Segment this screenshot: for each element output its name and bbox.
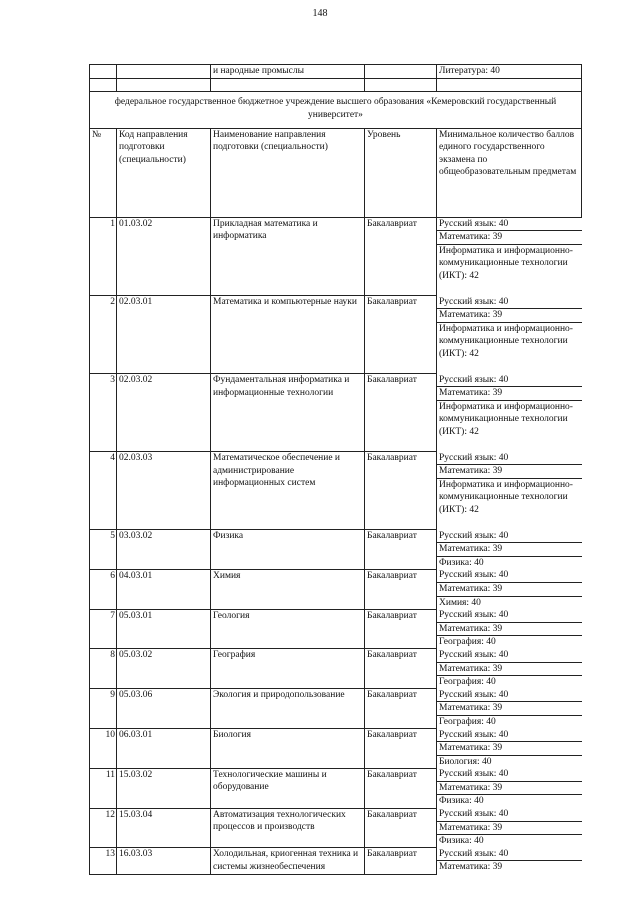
- row-name: Биология: [211, 729, 365, 769]
- admission-table: [89, 64, 582, 875]
- score-line: Русский язык: 40: [437, 768, 582, 782]
- score-line: Математика: 39: [437, 465, 582, 479]
- table-row: [90, 569, 582, 609]
- row-code: 16.03.03: [117, 848, 211, 874]
- row-name: Экология и природопользование: [211, 689, 365, 729]
- row-code: 04.03.01: [117, 569, 211, 609]
- row-scores: [437, 609, 582, 649]
- score-line: Математика: 39: [439, 862, 503, 873]
- row-name: Прикладная математика и информатика: [211, 217, 365, 296]
- row-name: Физика: [211, 530, 365, 570]
- score-line: Русский язык: 40: [437, 218, 582, 232]
- score-line: Биология: 40: [439, 756, 492, 767]
- score-line: Математика: 39: [437, 663, 582, 677]
- score-line: Информатика и информационно-коммуникационные технологии (ИКТ): 42: [439, 323, 573, 359]
- row-level: Бакалавриат: [365, 296, 437, 374]
- header-name: Наименование направления подготовки (специальности): [211, 128, 365, 217]
- score-line: Русский язык: 40: [437, 808, 582, 822]
- row-number: 13: [90, 848, 117, 874]
- row-scores: [437, 452, 582, 530]
- continuation-row: [90, 65, 582, 79]
- row-level: Бакалавриат: [365, 808, 437, 848]
- row-level: Бакалавриат: [365, 848, 437, 874]
- score-line: Физика: 40: [439, 557, 484, 568]
- score-line: География: 40: [439, 637, 496, 648]
- row-level: Бакалавриат: [365, 217, 437, 296]
- score-line: Информатика и информационно-коммуникационные технологии (ИКТ): 42: [439, 245, 573, 281]
- row-number: 11: [90, 768, 117, 808]
- organization-row: [90, 91, 582, 128]
- score-line: Математика: 39: [437, 309, 582, 323]
- header-level: Уровень: [365, 128, 437, 217]
- row-number: 5: [90, 530, 117, 570]
- row-scores: [437, 689, 582, 729]
- row-name: География: [211, 649, 365, 689]
- score-line: Математика: 39: [437, 623, 582, 637]
- row-code: 03.03.02: [117, 530, 211, 570]
- score-line: Информатика и информационно-коммуникационные технологии (ИКТ): 42: [439, 401, 573, 437]
- score-line: Русский язык: 40: [437, 296, 582, 310]
- row-scores: [437, 374, 582, 452]
- row-name: Технологические машины и оборудование: [211, 768, 365, 808]
- score-line: Русский язык: 40: [437, 609, 582, 623]
- row-code: 02.03.01: [117, 296, 211, 374]
- header-row: [90, 128, 582, 217]
- row-scores: [437, 569, 582, 609]
- score-line: Математика: 39: [437, 742, 582, 756]
- row-number: 8: [90, 649, 117, 689]
- row-level: Бакалавриат: [365, 729, 437, 769]
- page-number: 148: [312, 8, 328, 19]
- score-line: Математика: 39: [437, 387, 582, 401]
- row-number: 2: [90, 296, 117, 374]
- row-code: 15.03.04: [117, 808, 211, 848]
- row-level: Бакалавриат: [365, 609, 437, 649]
- table-row: [90, 296, 582, 374]
- score-line: Математика: 39: [437, 782, 582, 796]
- table-row: [90, 848, 582, 874]
- table-row: [90, 649, 582, 689]
- table-row: [90, 609, 582, 649]
- score-line: География: 40: [439, 716, 496, 727]
- table-row: [90, 808, 582, 848]
- row-number: 12: [90, 808, 117, 848]
- row-scores: [437, 296, 582, 374]
- row-level: Бакалавриат: [365, 530, 437, 570]
- score-line: Русский язык: 40: [437, 374, 582, 388]
- row-scores: [437, 848, 582, 874]
- row-number: 9: [90, 689, 117, 729]
- row-name: Химия: [211, 569, 365, 609]
- row-level: Бакалавриат: [365, 689, 437, 729]
- row-name: Геология: [211, 609, 365, 649]
- row-number: 3: [90, 374, 117, 452]
- row-number: 6: [90, 569, 117, 609]
- row-name: Математика и компьютерные науки: [211, 296, 365, 374]
- row-number: 10: [90, 729, 117, 769]
- row-scores: [437, 649, 582, 689]
- score-line: Химия: 40: [439, 597, 481, 608]
- row-code: 05.03.06: [117, 689, 211, 729]
- row-code: 02.03.03: [117, 452, 211, 530]
- row-scores: [437, 217, 582, 296]
- header-min-scores: Минимальное количество баллов единого государственного экзамена по общеобразовательным предметам: [437, 128, 582, 217]
- header-num: №: [90, 128, 117, 217]
- table-row: [90, 689, 582, 729]
- row-level: Бакалавриат: [365, 374, 437, 452]
- score-line: Математика: 39: [437, 822, 582, 836]
- row-number: 1: [90, 217, 117, 296]
- row-number: 7: [90, 609, 117, 649]
- table-row: [90, 374, 582, 452]
- row-level: Бакалавриат: [365, 649, 437, 689]
- row-code: 06.03.01: [117, 729, 211, 769]
- row-name: Фундаментальная информатика и информационные технологии: [211, 374, 365, 452]
- row-name: Автоматизация технологических процессов и производств: [211, 808, 365, 848]
- row-code: 02.03.02: [117, 374, 211, 452]
- blank-row: [90, 78, 582, 91]
- score-line: Русский язык: 40: [437, 452, 582, 466]
- score-line: Русский язык: 40: [437, 689, 582, 703]
- score-line: Математика: 39: [437, 702, 582, 716]
- row-scores: [437, 768, 582, 808]
- row-name: Холодильная, криогенная техника и системы жизнеобеспечения: [211, 848, 365, 874]
- score-line: Физика: 40: [439, 796, 484, 807]
- row-scores: [437, 808, 582, 848]
- organization-name: федеральное государственное бюджетное учреждение высшего образования «Кемеровский государственный университет»: [90, 91, 582, 128]
- score-line: Математика: 39: [437, 543, 582, 557]
- score-line: Математика: 39: [437, 583, 582, 597]
- score-line: Русский язык: 40: [437, 848, 582, 862]
- score-line: Физика: 40: [439, 836, 484, 847]
- row-level: Бакалавриат: [365, 452, 437, 530]
- header-code: Код направления подготовки (специальности): [117, 128, 211, 217]
- score-line: География: 40: [439, 677, 496, 688]
- row-number: 4: [90, 452, 117, 530]
- score-line: Математика: 39: [437, 231, 582, 245]
- table-row: [90, 217, 582, 296]
- score-line: Русский язык: 40: [437, 729, 582, 743]
- score-line: Русский язык: 40: [437, 649, 582, 663]
- continuation-name: и народные промыслы: [211, 65, 365, 79]
- row-name: Математическое обеспечение и администрирование информационных систем: [211, 452, 365, 530]
- row-code: 01.03.02: [117, 217, 211, 296]
- table-row: [90, 729, 582, 769]
- row-code: 15.03.02: [117, 768, 211, 808]
- row-code: 05.03.01: [117, 609, 211, 649]
- row-level: Бакалавриат: [365, 569, 437, 609]
- continuation-score: Литература: 40: [437, 65, 582, 79]
- table-row: [90, 530, 582, 570]
- row-level: Бакалавриат: [365, 768, 437, 808]
- row-scores: [437, 530, 582, 570]
- score-line: Русский язык: 40: [437, 569, 582, 583]
- table-row: [90, 768, 582, 808]
- table-row: [90, 452, 582, 530]
- score-line: Информатика и информационно-коммуникационные технологии (ИКТ): 42: [439, 479, 573, 515]
- row-scores: [437, 729, 582, 769]
- row-code: 05.03.02: [117, 649, 211, 689]
- score-line: Русский язык: 40: [437, 530, 582, 544]
